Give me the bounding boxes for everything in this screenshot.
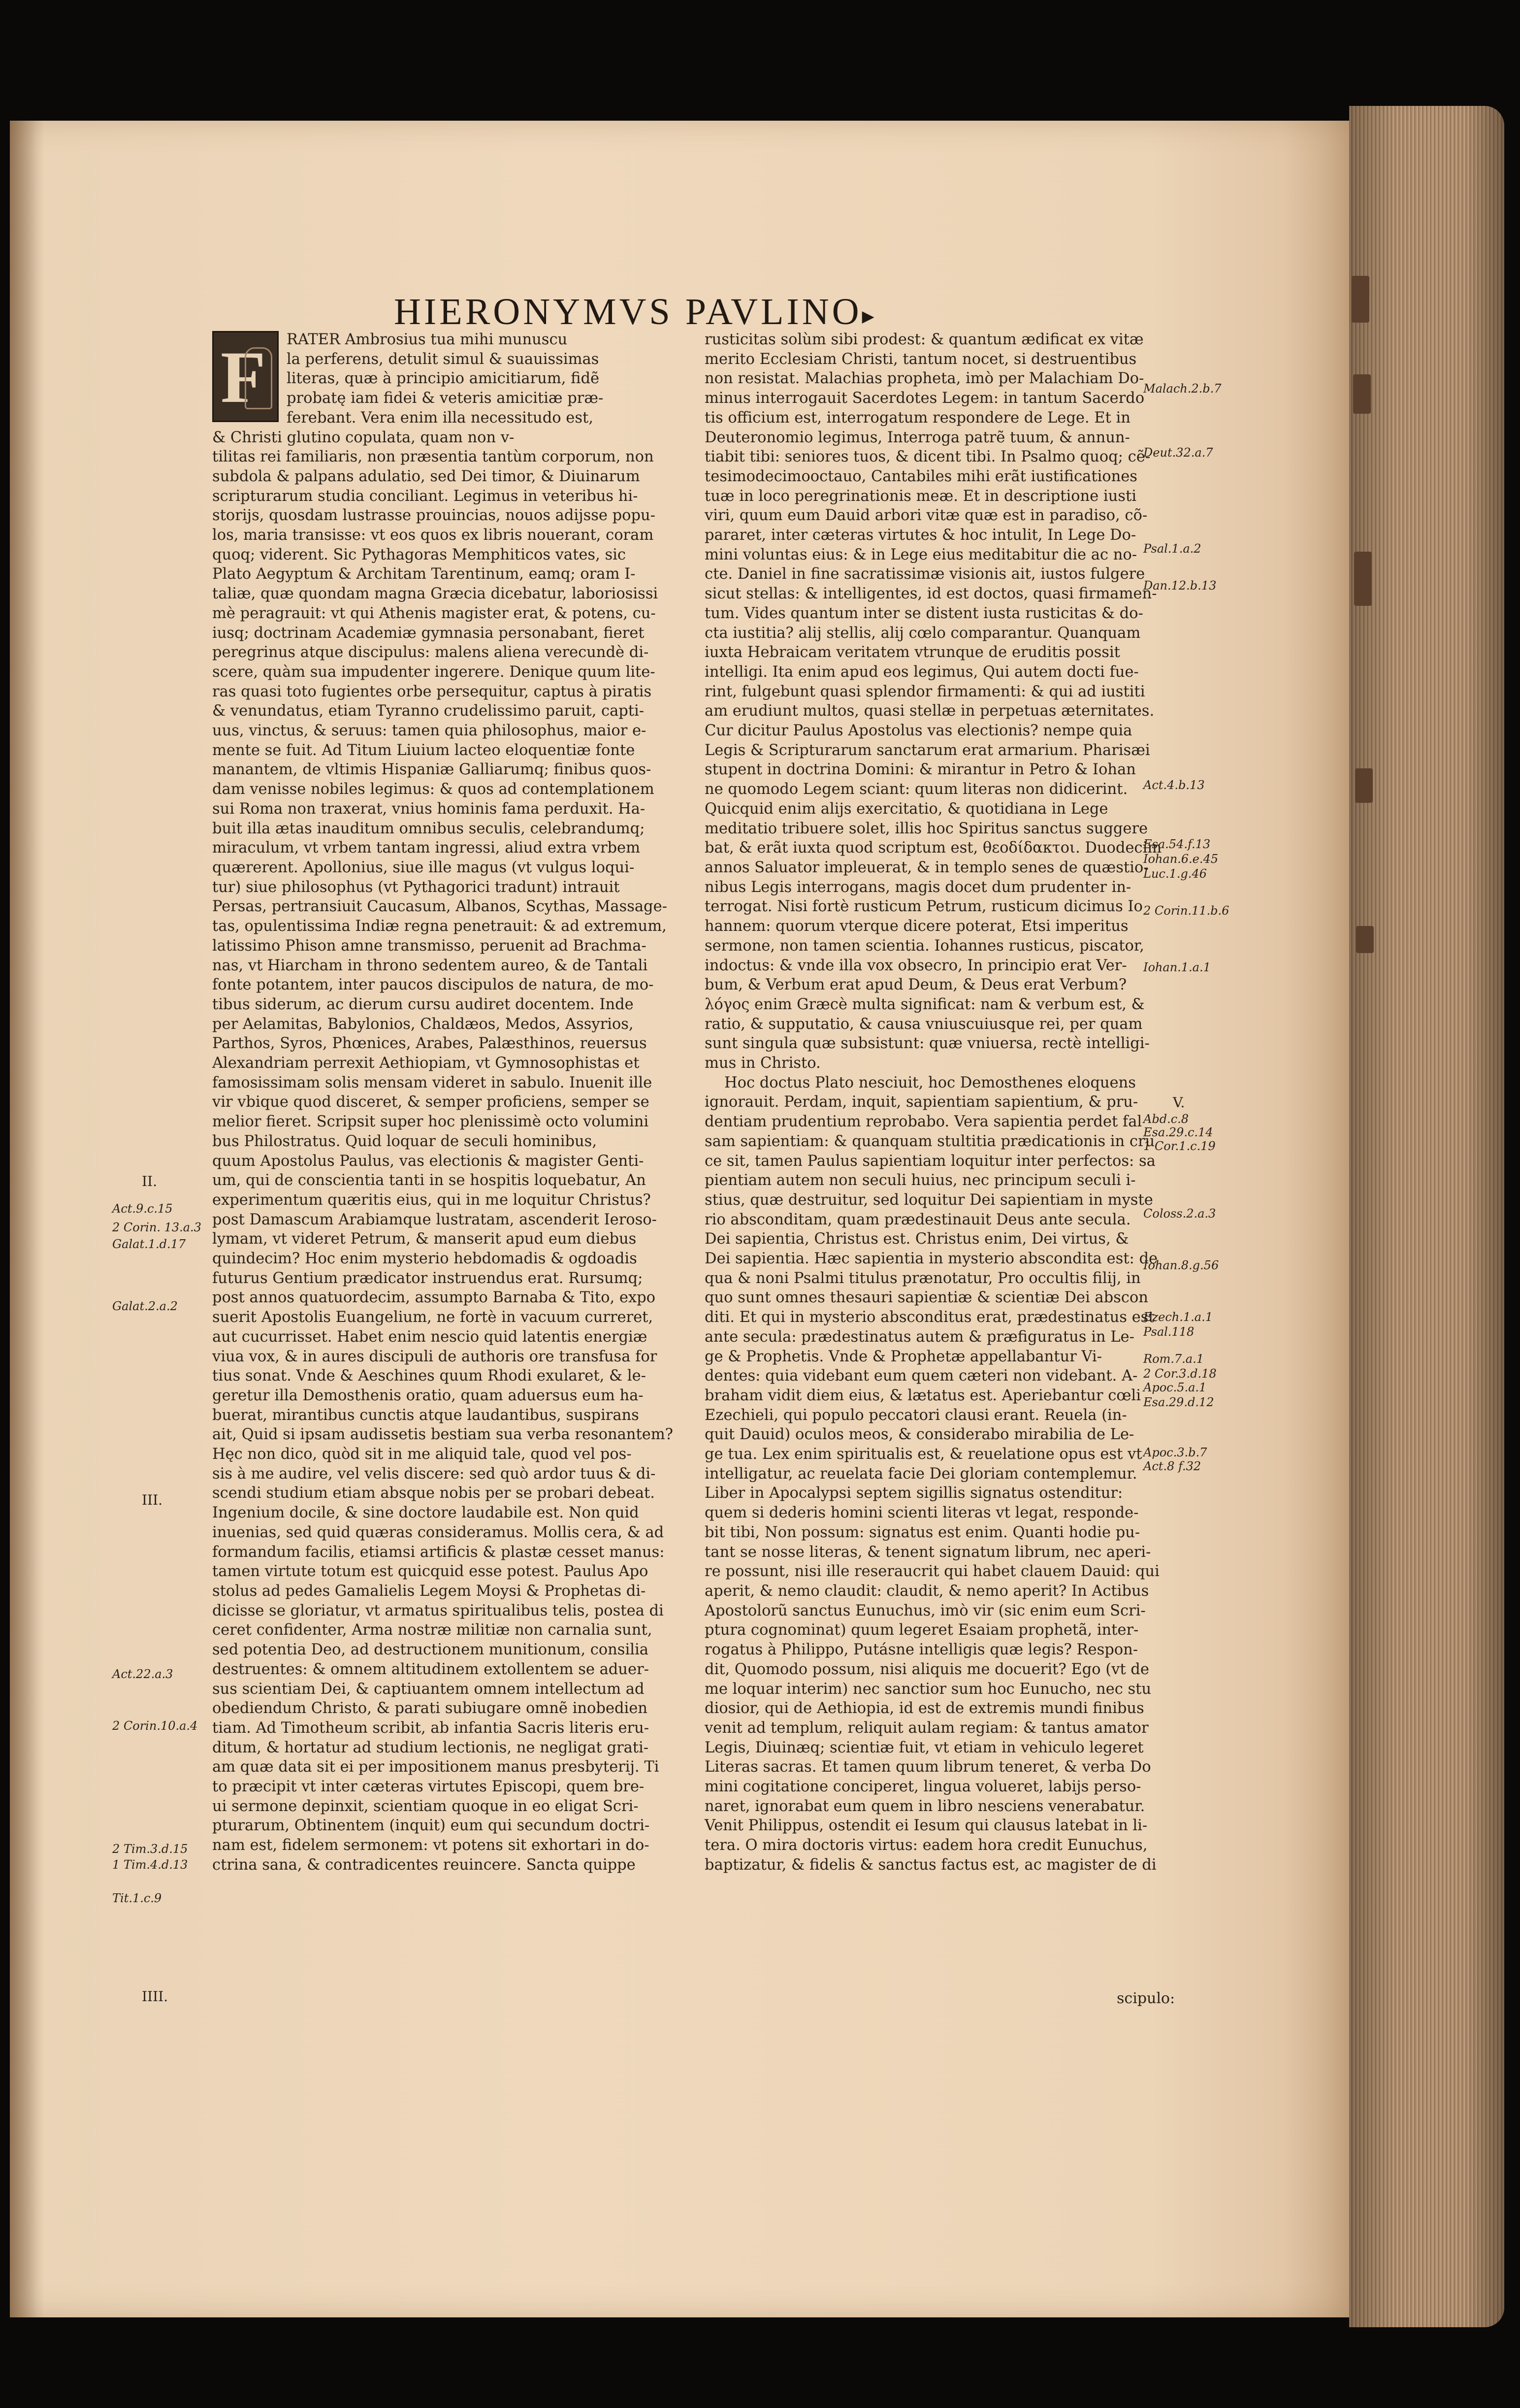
text-line: Legis, Diuinæq; scientiæ fuit, vt etiam in vehiculo legeret xyxy=(705,1739,1144,1756)
margin-reference: 1 Cor.1.c.19 xyxy=(1143,1139,1216,1153)
text-line: Apostolorũ sanctus Eunuchus, imò vir (sic enim eum Scri- xyxy=(705,1602,1146,1619)
text-line: iusq; doctrinam Academiæ gymnasia personabant, fieret xyxy=(212,624,645,642)
text-line: & venundatus, etiam Tyranno crudelissimo paruit, capti- xyxy=(212,702,645,720)
text-line: futurus Gentium prædicator instruendus erat. Rursumq; xyxy=(212,1269,643,1287)
text-line: venit ad templum, reliquit aulam regiam: & tantus amator xyxy=(705,1719,1149,1737)
text-line: ditum, & hortatur ad studium lectionis, ne negligat grati- xyxy=(212,1739,649,1756)
text-line: intelligi. Ita enim apud eos legimus, Qui autem docti fue- xyxy=(705,663,1139,681)
text-line: formandum facilis, etiamsi artificis & plastæ cesset manus: xyxy=(212,1543,665,1561)
text-line: Ingenium docile, & sine doctore laudabile est. Non quid xyxy=(212,1504,639,1522)
text-line: sed potentia Deo, ad destructionem munitionum, consilia xyxy=(212,1641,648,1659)
text-line: sis à me audire, vel velis discere: sed quò ardor tuus & di- xyxy=(212,1465,656,1483)
text-line: ce sit, tamen Paulus sapientiam loquitur inter perfectos: sa xyxy=(705,1152,1156,1170)
text-line: tur) siue philosophus (vt Pythagorici tradunt) intrauit xyxy=(212,878,620,896)
text-line: Dei sapientia, Christus est. Christus enim, Dei virtus, & xyxy=(705,1230,1129,1248)
text-line: Quicquid enim alijs exercitatio, & quotidiana in Lege xyxy=(705,800,1108,818)
margin-reference: Malach.2.b.7 xyxy=(1143,382,1222,396)
text-line: nas, vt Hiarcham in throno sedentem aureo, & de Tantali xyxy=(212,957,648,974)
text-line: tilitas rei familiaris, non præsentia tantùm corporum, non xyxy=(212,448,654,466)
text-line: Venit Philippus, ostendit ei Iesum qui clausus latebat in li- xyxy=(705,1817,1148,1835)
text-line: ras quasi toto fugientes orbe persequitur, captus à piratis xyxy=(212,683,652,700)
text-line: nibus Legis interrogans, magis docet dum prudenter in- xyxy=(705,878,1132,896)
text-line: tius sonat. Vnde & Aeschines quum Rhodi exularet, & le- xyxy=(212,1367,646,1385)
text-line: mini cogitatione conciperet, lingua volueret, labijs perso- xyxy=(705,1778,1141,1796)
margin-reference: 2 Corin.10.a.4 xyxy=(112,1719,198,1733)
text-line: pientiam autem non seculi huius, nec principum seculi i- xyxy=(705,1172,1136,1189)
text-line: ge tua. Lex enim spiritualis est, & reuelatione opus est vt xyxy=(705,1446,1142,1463)
text-line: scripturarum studia conciliant. Legimus in veteribus hi- xyxy=(212,487,638,505)
text-line: dicisse se gloriatur, vt armatus spiritualibus telis, postea di xyxy=(212,1602,664,1619)
text-line: indoctus: & vnde illa vox obsecro, In principio erat Ver- xyxy=(705,957,1127,974)
text-line: quo sunt omnes thesauri sapientiæ & scientiæ Dei abscon xyxy=(705,1289,1148,1307)
text-line: ignorauit. Perdam, inquit, sapientiam sapientium, & pru- xyxy=(705,1093,1138,1111)
index-tab xyxy=(1353,374,1371,414)
text-line: stolus ad pedes Gamalielis Legem Moysi & Prophetas di- xyxy=(212,1583,646,1600)
text-line: dam venisse nobiles legimus: & quos ad contemplationem xyxy=(212,781,654,798)
text-line: ceret confidenter, Arma nostræ militiæ non carnalia sunt, xyxy=(212,1621,652,1639)
text-line: peregrinus atque discipulus: malens aliena verecundè di- xyxy=(212,644,649,661)
text-line: pturarum, Obtinentem (inquit) eum qui secundum doctri- xyxy=(212,1817,650,1835)
text-line: quærerent. Apollonius, siue ille magus (vt vulgus loqui- xyxy=(212,858,635,876)
text-line: λόγος enim Græcè multa significat: nam & verbum est, & xyxy=(705,995,1145,1013)
text-line: tesimodecimooctauo, Cantabiles mihi erãt iustificationes xyxy=(705,467,1137,485)
text-line: aut cucurrisset. Habet enim nescio quid latentis energiæ xyxy=(212,1328,647,1346)
text-line: diosior, qui de Aethiopia, id est de extremis mundi finibus xyxy=(705,1700,1144,1717)
text-line: braham vidit diem eius, & lætatus est. Aperiebantur cœli xyxy=(705,1386,1141,1404)
margin-reference: V. xyxy=(1173,1094,1185,1111)
text-line: naret, ignorabat eum quem in libro nesciens venerabatur. xyxy=(705,1797,1145,1815)
text-line: tis officium est, interrogatum respondere de Lege. Et in xyxy=(705,409,1131,427)
margin-reference: Tit.1.c.9 xyxy=(112,1891,162,1905)
text-line: la perferens, detulit simul & suauissimas xyxy=(287,350,599,368)
margin-reference: Psal.1.a.2 xyxy=(1143,542,1201,556)
text-line: Persas, pertransiuit Caucasum, Albanos, Scythas, Massage- xyxy=(212,898,667,916)
text-line: ait, Quid si ipsam audissetis bestiam sua verba resonantem? xyxy=(212,1426,674,1444)
text-line: buit illa ætas inauditum omnibus seculis, celebrandumq; xyxy=(212,820,645,837)
text-line: miraculum, vt vrbem tantam ingressi, aliud extra vrbem xyxy=(212,839,641,857)
text-line: me loquar interim) nec sanctior sum hoc Eunucho, nec stu xyxy=(705,1680,1152,1698)
text-line: tiam. Ad Timotheum scribit, ab infantia Sacris literis eru- xyxy=(212,1719,649,1737)
margin-reference: Apoc.5.a.1 xyxy=(1143,1381,1207,1394)
text-line: storijs, quosdam lustrasse prouincias, nouos adijsse popu- xyxy=(212,507,655,525)
initial-letter: F xyxy=(221,336,266,418)
text-line: viri, quum eum Dauid arbori vitæ quæ est in paradiso, cõ- xyxy=(705,507,1148,525)
margin-reference: IIII. xyxy=(142,1988,168,2005)
text-line: annos Saluator impleuerat, & in templo senes de quæstio- xyxy=(705,858,1149,876)
text-line: dentiam prudentium reprobabo. Vera sapientia perdet fal xyxy=(705,1113,1142,1131)
text-line: quit Dauid) oculos meos, & considerabo mirabilia de Le- xyxy=(705,1426,1134,1444)
text-line: dentes: quia videbant eum quem cæteri non videbant. A- xyxy=(705,1367,1138,1385)
text-line: literas, quæ à principio amicitiarum, fidẽ xyxy=(287,370,600,388)
text-line: buerat, mirantibus cunctis atque laudantibus, suspirans xyxy=(212,1406,639,1424)
text-line: RATER Ambrosius tua mihi munuscu xyxy=(287,331,568,348)
text-line: famosissimam solis mensam videret in sabulo. Inuenit ille xyxy=(212,1074,652,1091)
index-tab xyxy=(1354,552,1372,606)
right-text-column xyxy=(705,330,1162,1875)
text-line: manantem, de vltimis Hispaniæ Galliarumq; finibus quos- xyxy=(212,761,651,779)
text-line: tas, opulentissima Indiæ regna penetrauit: & ad extremum, xyxy=(212,918,667,935)
text-line: hannem: quorum vterque dicere poterat, Etsi imperitus xyxy=(705,918,1129,935)
text-line: intelligatur, ac reuelata facie Dei gloriam contemplemur. xyxy=(705,1465,1137,1483)
text-line: tant se nosse literas, & tenent signatum librum, nec aperi- xyxy=(705,1543,1151,1561)
text-line: sui Roma non traxerat, vnius hominis fama perduxit. Ha- xyxy=(212,800,646,818)
text-line: bit tibi, Non possum: signatus est enim. Quanti hodie pu- xyxy=(705,1523,1140,1541)
margin-reference: Abd.c.8 xyxy=(1143,1112,1189,1126)
text-line: Deuteronomio legimus, Interroga patrẽ tuum, & annun- xyxy=(705,429,1130,446)
text-line: scere, quàm sua impudenter ingerere. Denique quum lite- xyxy=(212,663,655,681)
text-line: cte. Daniel in fine sacratissimæ visionis ait, iustos fulgere xyxy=(705,565,1145,583)
text-line: tibus siderum, ac dierum cursu audiret docentem. Inde xyxy=(212,995,634,1013)
text-line: vir vbique quod disceret, & semper proficiens, semper se xyxy=(212,1093,649,1111)
text-line: suerit Apostolis Euangelium, ne fortè in vacuum curreret, xyxy=(212,1309,653,1326)
text-line: quindecim? Hoc enim mysterio hebdomadis & ogdoadis xyxy=(212,1250,637,1268)
text-line: um, qui de conscientia tanti in se hospitis loquebatur, An xyxy=(212,1172,646,1189)
text-line: & Christi glutino copulata, quam non v- xyxy=(212,429,515,446)
text-line: fonte potantem, inter paucos discipulos de natura, de mo- xyxy=(212,976,654,994)
text-line: qua & noni Psalmi titulus prænotatur, Pro occultis filij, in xyxy=(705,1269,1141,1287)
text-line: rio absconditam, quam prædestinauit Deus ante secula. xyxy=(705,1211,1131,1228)
text-line: mè peragrauit: vt qui Athenis magister erat, & potens, cu- xyxy=(212,604,656,622)
margin-reference: Iohan.6.e.45 xyxy=(1143,852,1219,866)
text-line: rusticitas solùm sibi prodest: & quantum ædificat ex vitæ xyxy=(705,331,1144,348)
margin-reference: II. xyxy=(142,1173,158,1189)
text-line: mini voluntas eius: & in Lege eius meditabitur die ac no- xyxy=(705,546,1137,563)
text-line: bat, & erãt iuxta quod scriptum est, θεοδίδακτοι. Duodecim xyxy=(705,839,1162,857)
text-line: Legis & Scripturarum sanctarum erat armarium. Pharisæi xyxy=(705,741,1150,759)
text-line: bum, & Verbum erat apud Deum, & Deus erat Verbum? xyxy=(705,976,1127,994)
text-line: merito Ecclesiam Christi, tantum nocet, si destruentibus xyxy=(705,350,1137,368)
margin-reference: Luc.1.g.46 xyxy=(1143,867,1207,881)
text-line: tera. O mira doctoris virtus: eadem hora credit Eunuchus, xyxy=(705,1837,1148,1854)
text-line: post Damascum Arabiamque lustratam, ascenderit Ieroso- xyxy=(212,1211,657,1228)
text-line: post annos quatuordecim, assumpto Barnaba & Tito, expo xyxy=(212,1289,655,1307)
text-line: ratio, & supputatio, & causa vniuscuiusque rei, per quam xyxy=(705,1015,1143,1033)
margin-reference: Psal.118 xyxy=(1143,1325,1195,1339)
text-line: taliæ, quæ quondam magna Græcia dicebatur, laboriosissi xyxy=(212,585,658,603)
text-line: meditatio tribuere solet, illis hoc Spiritus sanctus suggere xyxy=(705,820,1148,837)
margin-reference: Galat.2.a.2 xyxy=(112,1299,178,1313)
gutter-shadow xyxy=(10,121,44,2317)
text-line: tuæ in loco peregrinationis meæ. Et in descriptione iusti xyxy=(705,487,1136,505)
text-line: ctrina sana, & contradicentes reuincere. Sancta quippe xyxy=(212,1856,636,1874)
text-line: experimentum quæritis eius, qui in me loquitur Christus? xyxy=(212,1191,651,1209)
text-line: Cur dicitur Paulus Apostolus vas electionis? nempe quia xyxy=(705,722,1132,740)
text-line: quem si dederis homini scienti literas vt legat, responde- xyxy=(705,1504,1139,1522)
title-arrow-icon: ▸ xyxy=(862,301,877,330)
text-line: diti. Et qui in mysterio absconditus erat, prædestinatus est xyxy=(705,1309,1155,1326)
text-line: ui sermone depinxit, scientiam quoque in eo eligat Scri- xyxy=(212,1797,639,1815)
text-line: sunt singula quæ subsistunt: quæ vniuersa, rectè intelligi- xyxy=(705,1035,1150,1053)
margin-reference: Esa.29.d.12 xyxy=(1143,1395,1214,1409)
text-line: stupent in doctrina Domini: & mirantur in Petro & Iohan xyxy=(705,761,1136,779)
text-line: lymam, vt videret Petrum, & manserit apud eum diebus xyxy=(212,1230,637,1248)
margin-reference: Apoc.3.b.7 xyxy=(1143,1446,1207,1459)
right-column-lines-two xyxy=(705,1073,1160,1875)
text-line: minus interrogauit Sacerdotes Legem: in tantum Sacerdo xyxy=(705,390,1145,407)
text-line: sam sapientiam: & quanquam stultitia prædicationis in cru xyxy=(705,1132,1155,1150)
margin-reference: Esa.29.c.14 xyxy=(1143,1125,1213,1139)
text-line: obediendum Christo, & parati subiugare omnẽ inobedien xyxy=(212,1700,647,1717)
margin-reference: Galat.1.d.17 xyxy=(112,1237,186,1251)
text-line: pararet, inter cæteras virtutes & hoc intulit, In Lege Do- xyxy=(705,527,1136,544)
text-line: melior fieret. Scripsit super hoc plenissimè octo volumini xyxy=(212,1113,649,1131)
text-line: subdola & palpans adulatio, sed Dei timor, & Diuinarum xyxy=(212,467,640,485)
text-line: Dei sapientia. Hæc sapientia in mysterio abscondita est: de xyxy=(705,1250,1158,1268)
text-line: Hoc doctus Plato nesciuit, hoc Demosthenes eloquens xyxy=(724,1074,1136,1091)
text-line: rogatus à Philippo, Putásne intelligis quæ legis? Respon- xyxy=(705,1641,1138,1659)
margin-reference: 1 Tim.4.d.13 xyxy=(112,1858,188,1872)
margin-reference: Dan.12.b.13 xyxy=(1143,579,1217,593)
margin-reference: 2 Corin. 13.a.3 xyxy=(112,1220,201,1234)
text-line: ante secula: prædestinatus autem & præfiguratus in Le- xyxy=(705,1328,1134,1346)
margin-reference: Iohan.8.g.56 xyxy=(1143,1258,1219,1272)
text-line: ptura cognominat) quum legeret Esaiam prophetã, inter- xyxy=(705,1621,1139,1639)
left-text-column xyxy=(212,330,688,1875)
decorated-initial xyxy=(212,331,279,422)
text-line: mus in Christo. xyxy=(705,1055,821,1072)
page-title xyxy=(394,291,1034,333)
text-line: sus scientiam Dei, & captiuantem omnem intellectum ad xyxy=(212,1680,645,1698)
margin-reference: 2 Corin.11.b.6 xyxy=(1143,904,1229,918)
text-line: uus, vinctus, & seruus: tamen quia philosophus, maior e- xyxy=(212,722,647,740)
text-line: terrogat. Nisi fortè rusticum Petrum, rusticum dicimus Io xyxy=(705,898,1143,916)
index-tab xyxy=(1352,276,1369,323)
margin-reference: Act.8 f.32 xyxy=(1143,1459,1201,1473)
text-line: probatę iam fidei & veteris amicitiæ præ- xyxy=(287,390,604,407)
text-line: Ezechieli, qui populo peccatori clausi erant. Reuela (in- xyxy=(705,1406,1127,1424)
margin-reference: Rom.7.a.1 xyxy=(1143,1352,1204,1366)
text-line: quum Apostolus Paulus, vas electionis & magister Genti- xyxy=(212,1152,644,1170)
text-line: Parthos, Syros, Phœnices, Arabes, Palæsthinos, reuersus xyxy=(212,1035,647,1053)
book-edge-shading xyxy=(1349,106,1504,2327)
text-line: bus Philostratus. Quid loquar de seculi hominibus, xyxy=(212,1132,597,1150)
text-line: quoq; viderent. Sic Pythagoras Memphiticos vates, sic xyxy=(212,546,626,563)
text-line: tum. Vides quantum inter se distent iusta rusticitas & do- xyxy=(705,604,1143,622)
text-line: scendi studium etiam absque nobis per se probari debeat. xyxy=(212,1484,655,1502)
margin-reference: Act.9.c.15 xyxy=(112,1202,173,1216)
margin-reference: 2 Tim.3.d.15 xyxy=(112,1842,188,1856)
left-column-lines xyxy=(212,330,688,1875)
margin-reference: Act.4.b.13 xyxy=(1143,778,1205,792)
margin-reference: Ezech.1.a.1 xyxy=(1143,1310,1213,1324)
text-line: geretur illa Demosthenis oratio, quam aduersus eum ha- xyxy=(212,1386,644,1404)
text-line: non resistat. Malachias propheta, imò per Malachiam Do- xyxy=(705,370,1144,388)
text-line: aperit, & nemo claudit: claudit, & nemo aperit? In Actibus xyxy=(705,1583,1149,1600)
text-line: tiabit tibi: seniores tuos, & dicent tibi. In Psalmo quoq; cẽ- xyxy=(705,448,1151,466)
text-line: Literas sacras. Et tamen quum librum teneret, & verba Do xyxy=(705,1758,1151,1776)
text-line: cta iustitia? alij stellis, alij cœlo comparantur. Quanquam xyxy=(705,624,1141,642)
text-line: inuenias, sed quid quæras consideramus. Mollis cera, & ad xyxy=(212,1523,664,1541)
text-line: re possunt, nisi ille reseraucrit qui habet clauem Dauid: qui xyxy=(705,1563,1160,1581)
text-line: am quæ data sit ei per impositionem manus presbyterij. Ti xyxy=(212,1758,659,1776)
text-line: to præcipit vt inter cæteras virtutes Episcopi, quem bre- xyxy=(212,1778,645,1796)
index-tab xyxy=(1356,926,1374,953)
index-tab xyxy=(1355,768,1373,803)
text-line: los, maria transisse: vt eos quos ex libris nouerant, coram xyxy=(212,527,654,544)
text-line: per Aelamitas, Babylonios, Chaldæos, Medos, Assyrios, xyxy=(212,1015,634,1033)
margin-reference: Esa.54.f.13 xyxy=(1143,837,1211,851)
margin-reference: Deut.32.a.7 xyxy=(1143,446,1213,460)
margin-reference: III. xyxy=(142,1492,163,1508)
text-line: latissimo Phison amne transmisso, peruenit ad Brachma- xyxy=(212,937,647,955)
text-line: viua vox, & in aures discipuli de authoris ore transfusa for xyxy=(212,1348,657,1365)
text-line: sicut stellas: & intelligentes, id est doctos, quasi firmamen- xyxy=(705,585,1157,603)
text-line: mente se fuit. Ad Titum Liuium lacteo eloquentiæ fonte xyxy=(212,741,635,759)
text-line: rint, fulgebunt quasi splendor firmamenti: & qui ad iustiti xyxy=(705,683,1145,700)
text-line: Hęc non dico, quòd sit in me aliquid tale, quod vel pos- xyxy=(212,1446,632,1463)
right-column-lines xyxy=(705,330,1162,1073)
margin-reference: 2 Cor.3.d.18 xyxy=(1143,1367,1217,1381)
text-line: destruentes: & omnem altitudinem extollentem se aduer- xyxy=(212,1660,649,1678)
initial-figure-icon xyxy=(245,347,272,409)
text-line: ge & Prophetis. Vnde & Prophetæ appellabantur Vi- xyxy=(705,1348,1102,1365)
margin-reference: Act.22.a.3 xyxy=(112,1667,173,1681)
text-line: ferebant. Vera enim illa necessitudo est, xyxy=(287,409,593,427)
text-line: Liber in Apocalypsi septem sigillis signatus ostenditur: xyxy=(705,1484,1123,1502)
margin-reference: Coloss.2.a.3 xyxy=(1143,1207,1216,1220)
text-line: tamen virtute totum est quicquid esse potest. Paulus Apo xyxy=(212,1563,648,1581)
text-line: iuxta Hebraicam veritatem vtrunque de eruditis possit xyxy=(705,644,1120,661)
text-line: sermone, non tamen scientia. Iohannes rusticus, piscator, xyxy=(705,937,1144,955)
title-text: HIERONYMVS PAVLINO xyxy=(394,291,862,332)
text-line: stius, quæ destruitur, sed loquitur Dei sapientiam in myste xyxy=(705,1191,1153,1209)
text-line: Plato Aegyptum & Architam Tarentinum, eamq; oram I- xyxy=(212,565,636,583)
text-line: ne quomodo Legem sciant: quum literas non didicerint. xyxy=(705,781,1128,798)
text-line: nam est, fidelem sermonem: vt potens sit exhortari in do- xyxy=(212,1837,649,1854)
text-line: dit, Quomodo possum, nisi aliquis me docuerit? Ego (vt de xyxy=(705,1660,1149,1678)
text-line: Alexandriam perrexit Aethiopiam, vt Gymnosophistas et xyxy=(212,1055,640,1072)
margin-reference: Iohan.1.a.1 xyxy=(1143,960,1211,974)
text-line: am erudiunt multos, quasi stellæ in perpetuas æternitates. xyxy=(705,702,1155,720)
text-line: baptizatur, & fidelis & sanctus factus est, ac magister de di xyxy=(705,1856,1157,1874)
catchword: scipulo: xyxy=(1117,1990,1175,2007)
